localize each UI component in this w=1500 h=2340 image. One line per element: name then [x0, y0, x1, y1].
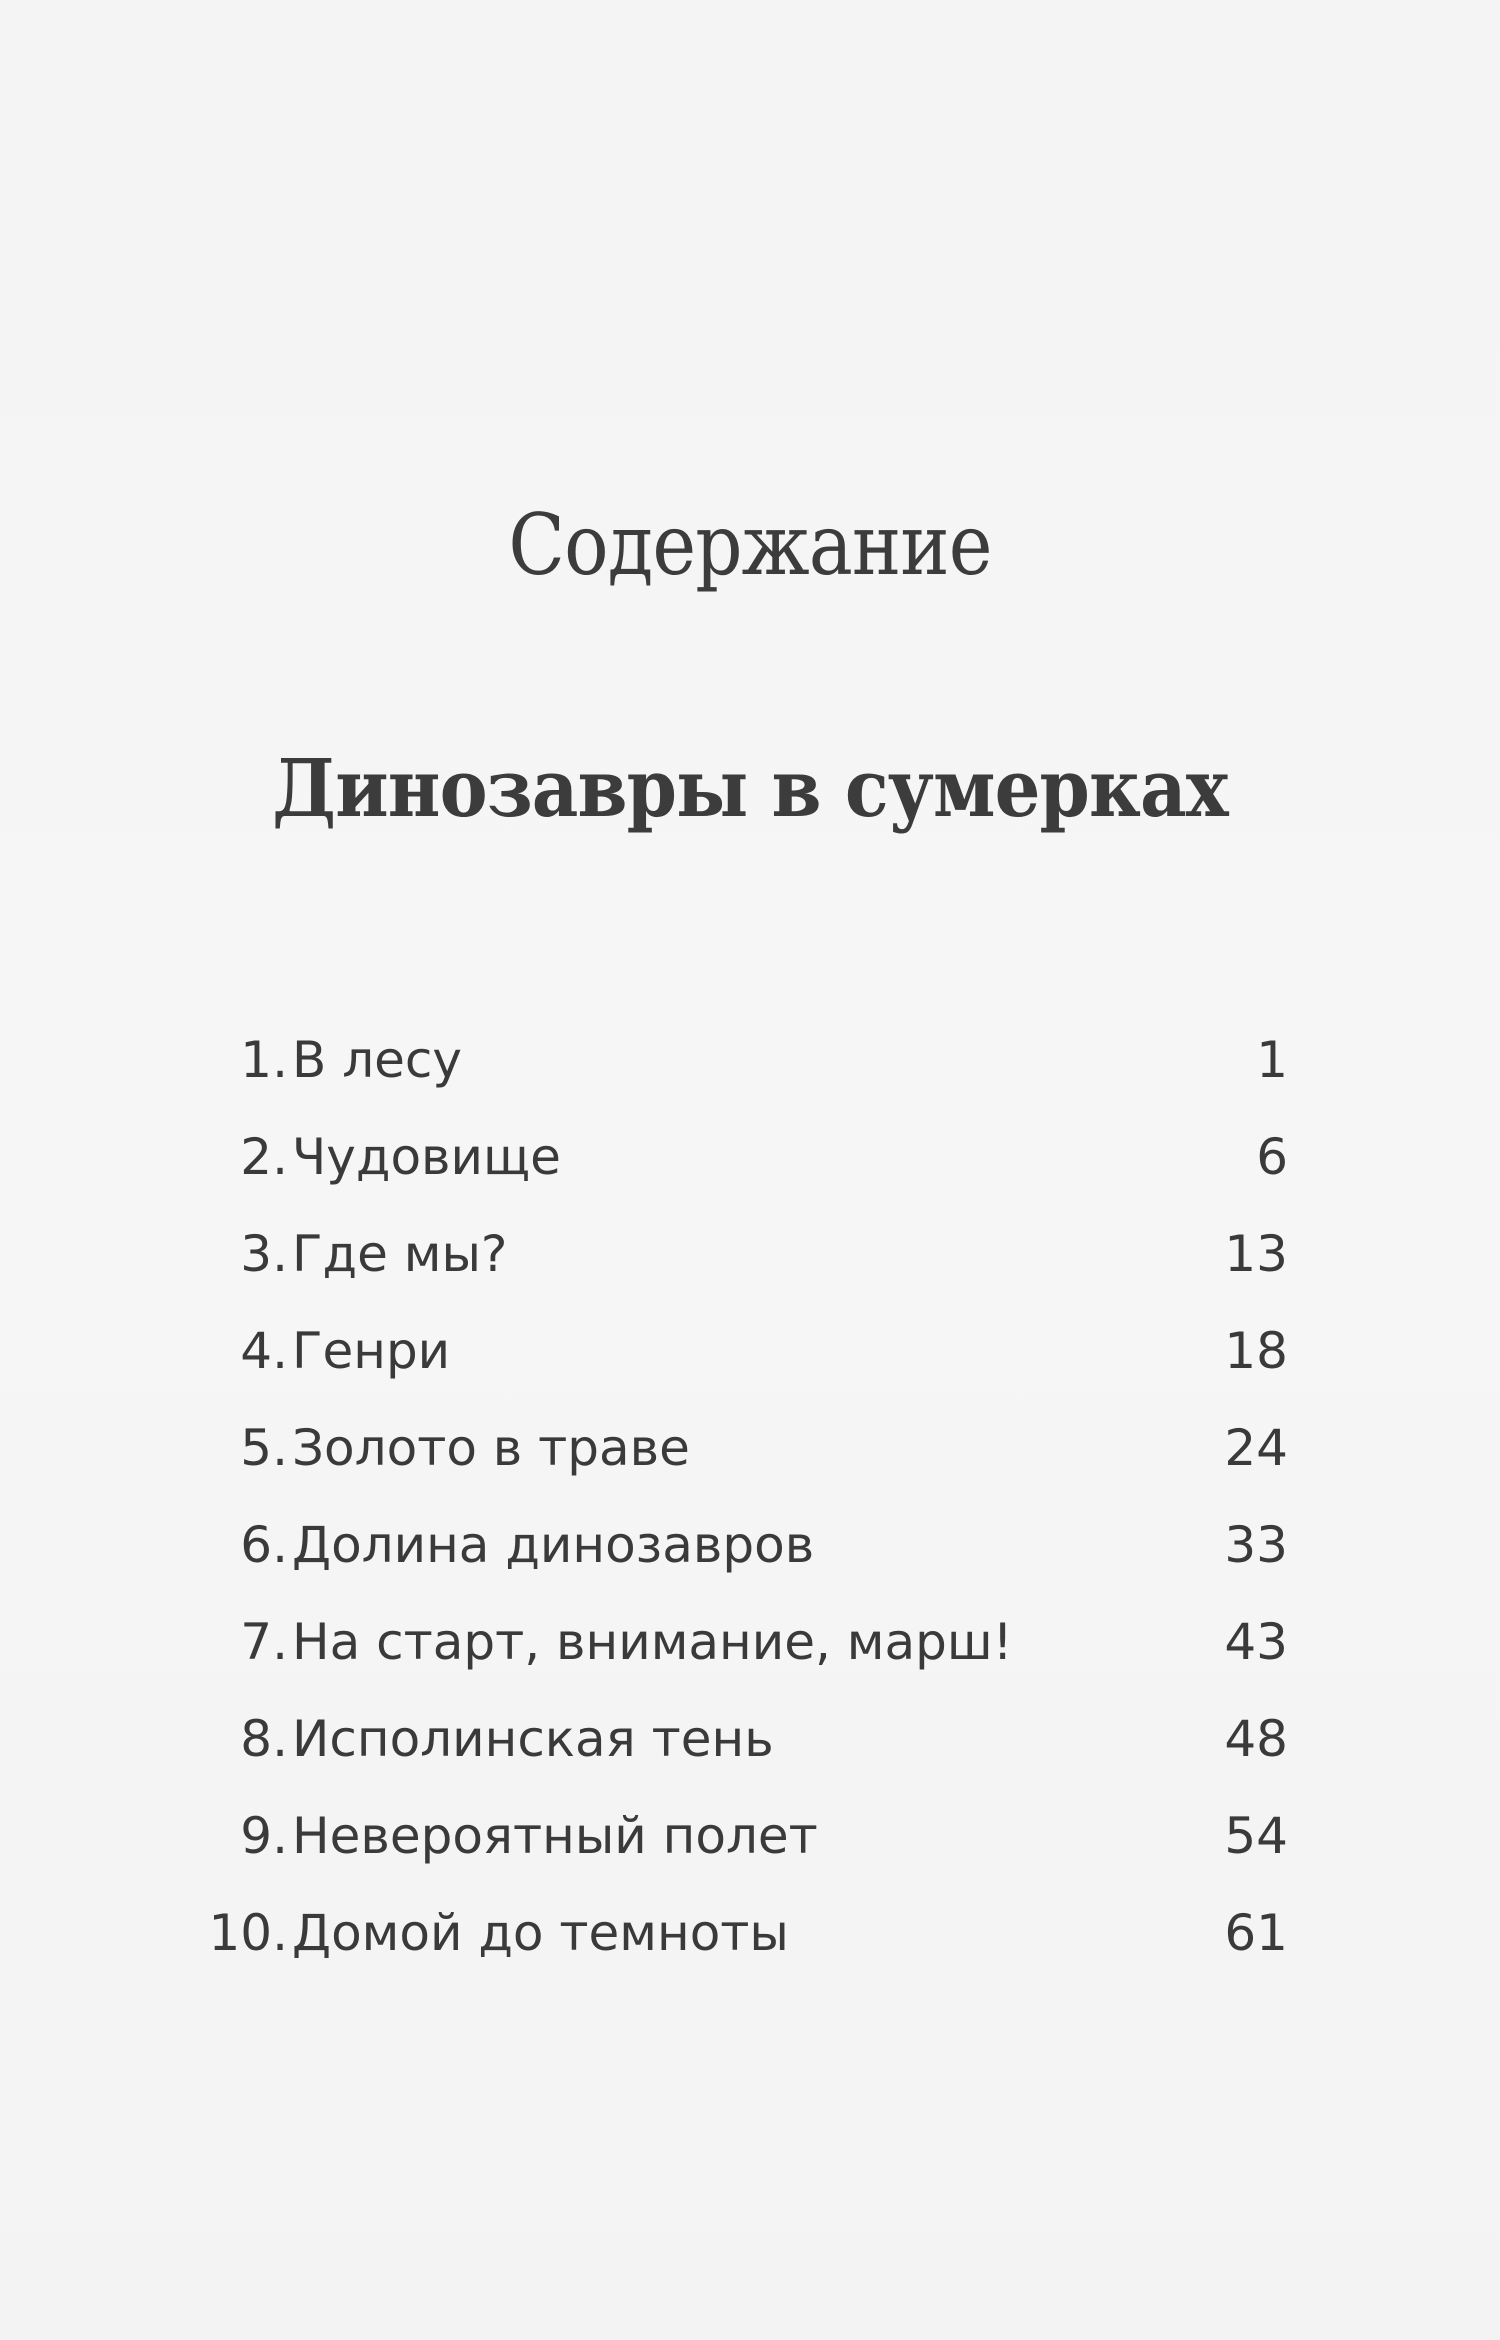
toc-entry	[200, 1206, 1288, 1303]
chapter-number: 3.	[240, 1225, 288, 1283]
chapter-title: Невероятный полет	[292, 1807, 818, 1865]
chapter-number: 7.	[240, 1613, 288, 1671]
page-number: 13	[1224, 1225, 1288, 1283]
chapter-title: Домой до темноты	[292, 1904, 789, 1962]
chapter-number: 1.	[240, 1031, 288, 1089]
page-number: 18	[1224, 1322, 1288, 1380]
chapter-title: Генри	[292, 1322, 451, 1380]
chapter-title: Исполинская тень	[292, 1710, 774, 1768]
chapter-title: Чудовище	[292, 1128, 561, 1186]
chapter-number: 10.	[208, 1904, 288, 1962]
chapter-title: Золото в траве	[292, 1419, 690, 1477]
chapter-title: На старт, внимание, марш!	[292, 1613, 1013, 1671]
chapter-number: 2.	[240, 1128, 288, 1186]
toc-entry	[200, 1788, 1288, 1885]
contents-heading: Содержание	[508, 496, 992, 594]
toc-entry	[200, 1594, 1288, 1691]
page-number: 1	[1256, 1031, 1288, 1089]
page-number: 6	[1256, 1128, 1288, 1186]
page-number: 33	[1224, 1516, 1288, 1574]
toc-entry	[200, 1109, 1288, 1206]
toc-entry	[200, 1691, 1288, 1788]
chapter-title: В лесу	[292, 1031, 462, 1089]
toc-entry	[200, 1012, 1288, 1109]
chapter-number: 6.	[240, 1516, 288, 1574]
page-number: 43	[1224, 1613, 1288, 1671]
page-number: 61	[1224, 1904, 1288, 1962]
chapter-number: 9.	[240, 1807, 288, 1865]
page-number: 24	[1224, 1419, 1288, 1477]
toc-entry	[200, 1303, 1288, 1400]
book-title: Динозавры в сумерках	[272, 741, 1228, 835]
chapter-title: Где мы?	[292, 1225, 508, 1283]
table-of-contents	[200, 1012, 1288, 1982]
chapter-number: 4.	[240, 1322, 288, 1380]
page-number: 54	[1224, 1807, 1288, 1865]
toc-entry	[200, 1400, 1288, 1497]
chapter-number: 5.	[240, 1419, 288, 1477]
page-number: 48	[1224, 1710, 1288, 1768]
chapter-number: 8.	[240, 1710, 288, 1768]
toc-entry	[200, 1497, 1288, 1594]
chapter-title: Долина динозавров	[292, 1516, 815, 1574]
toc-entry	[200, 1885, 1288, 1982]
